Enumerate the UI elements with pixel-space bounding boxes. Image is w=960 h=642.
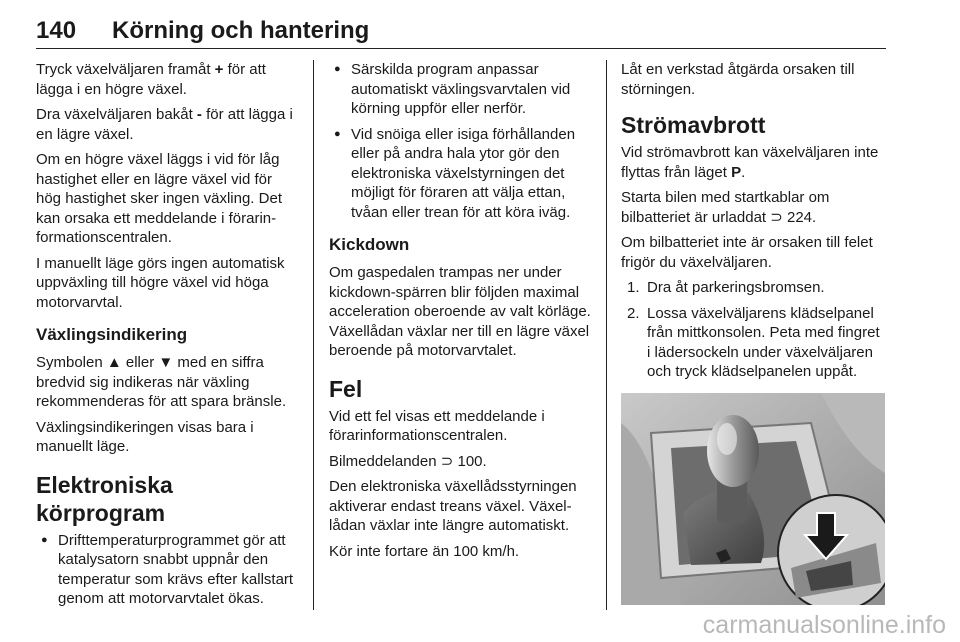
paragraph-shift-down: Dra växelväljaren bakåt - för att lägga i en lägre växel. — [36, 106, 293, 143]
program-list-continued — [329, 60, 595, 222]
paragraph-manual-mode: I manuellt läge görs ingen automatisk uppväxling till högre växel vid höga motorvarvtal. — [36, 254, 285, 311]
heading-power-failure: Strömavbrott — [621, 112, 766, 138]
page-header — [36, 14, 886, 49]
watermark-text: carmanualsonline.info — [702, 611, 946, 639]
paragraph-wrong-gear: Om en högre växel läggs i vid för låg hastighet eller en lägre växel vid för hög hastighet sker ingen växling. Det kan orsaka ett meddelande i förarinformationscentralen. — [36, 151, 282, 246]
list-item: ● Särskilda program anpassar automatiskt växlingsvarvtalen vid körning uppför eller nerför. — [329, 60, 595, 119]
paragraph-shift-up: Tryck växelväljaren framåt + för att lägga i en högre växel. — [36, 61, 266, 98]
page-number: 140 — [36, 17, 77, 44]
paragraph-indicator-symbol: Symbolen ▲ eller ▼ med en siffra bredvid sig indikeras när växling rekommenderas för att spara bränsle. — [36, 354, 287, 410]
column-right — [621, 60, 887, 388]
page-title: Körning och hantering — [112, 17, 370, 44]
steps-list — [621, 278, 887, 382]
heading-fault: Fel — [329, 375, 363, 402]
paragraph-speed-limit: Kör inte fortare än 100 km/h. — [329, 542, 520, 560]
paragraph-power-failure: Vid strömavbrott kan växelväljaren inte flyttas från läget P. — [621, 144, 879, 181]
program-list — [36, 531, 300, 609]
paragraph-kickdown: Om gaspedalen trampas ner under kickdown-spärren blir följden maximal acceleration oberoende av valt körläge. Växellådan växlar ner till en lägre växel beroende på motorvarvtalet. — [329, 264, 591, 359]
paragraph-fault-message: Vid ett fel visas ett meddelande i förarinformationscentralen. — [329, 407, 545, 444]
paragraph-fault-third-gear: Den elektroniska växellådsstyrningen aktiverar endast treans växel. Växellådan växlar inte längre automatiskt. — [329, 478, 577, 534]
column-divider-right — [606, 60, 607, 610]
column-middle — [329, 60, 595, 567]
paragraph-vehicle-messages-ref: Bilmeddelanden ⊃ 100. — [329, 452, 487, 470]
paragraph-release-selector: Om bilbatteriet inte är orsaken till felet frigör du växelväljaren. — [621, 234, 873, 271]
heading-shift-indicator: Växlingsindikering — [36, 325, 188, 344]
list-item: ● Drifttemperaturprogrammet gör att katalysatorn snabbt uppnår den temperatur som krävs efter kallstart genom att motorvarvtalet ökas. — [36, 531, 300, 609]
gear-selector-illustration — [621, 393, 885, 605]
list-item: ● Vid snöiga eller isiga förhållanden eller på andra hala ytor gör den elektroniska växelstyrningen det möjligt för föraren att välja ettan, tvåan eller trean för att köra iväg. — [329, 125, 595, 223]
column-left — [36, 60, 300, 615]
list-item: 1. Dra åt parkeringsbromsen. — [627, 279, 825, 296]
heading-kickdown: Kickdown — [329, 235, 410, 254]
heading-electronic-programs: Elektroniska körprogram — [36, 471, 173, 526]
paragraph-workshop: Låt en verkstad åtgärda orsaken till störningen. — [621, 61, 855, 98]
column-divider-left — [313, 60, 314, 610]
paragraph-indicator-mode: Växlingsindikeringen visas bara i manuellt läge. — [36, 418, 254, 455]
list-item: 2. Lossa växelväljarens klädselpanel från mittkonsolen. Peta med fingret i lädersockeln under växelväljaren och tryck klädselpanelen uppåt. — [627, 304, 880, 380]
paragraph-jump-start: Starta bilen med startkablar om bilbatteriet är urladdat ⊃ 224. — [621, 189, 830, 226]
